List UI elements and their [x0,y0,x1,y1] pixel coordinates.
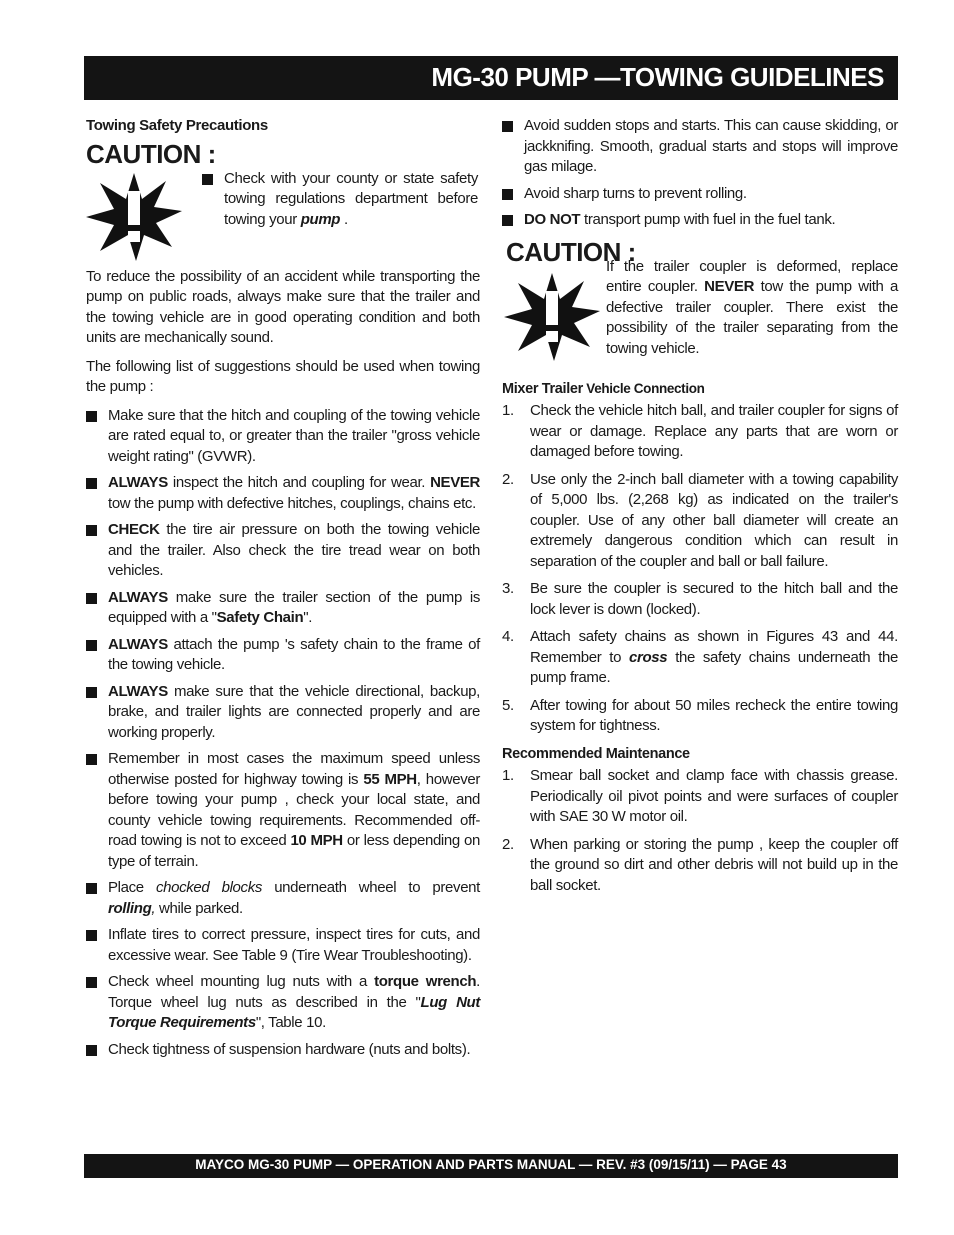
vehicle-connection-heading: Mixer Trailer Vehicle Connection [502,380,705,397]
bullet-square-icon [86,525,97,536]
bullet-square-icon [202,174,213,185]
caution-block-right [502,257,898,373]
bullet-square-icon [502,189,513,200]
bullet-square-icon [86,1045,97,1056]
list-item: DO NOT transport pump with fuel in the fuel tank. [502,210,898,231]
page-title: MG-30 PUMP —TOWING GUIDELINES [431,62,884,92]
list-item: Check tightness of suspension hardware (nuts and bolts). [86,1040,480,1061]
list-item: 2. Use only the 2-inch ball diameter with a towing capability of 5,000 lbs. (2,268 kg) as indicated on the trailer's coupler. Use of any other ball diameter will create an extremely dangerous condition which can result in separation of the coupler and ball or ball failure. [502,470,898,570]
bullet-square-icon [86,640,97,651]
list-item: Place chocked blocks underneath wheel to prevent rolling, while parked. [86,878,480,919]
list-intro: The following list of suggestions should be used when towing the pump : [86,357,480,395]
bullet-square-icon [502,215,513,226]
warning-burst-icon [502,271,602,363]
list-item: Remember in most cases the maximum speed unless otherwise posted for highway towing is 55 MPH, however before towing your pump , check your local state, and county vehicle towing requirements. Recommended off-road towing is not to exceed 10 MPH or less depending on type of terrain. [86,749,480,872]
list-item: ALWAYS make sure that the vehicle directional, backup, brake, and trailer lights are connected properly and are working properly. [86,682,480,744]
list-item: 4. Attach safety chains as shown in Figures 43 and 44. Remember to cross the safety chains underneath the pump frame. [502,628,898,686]
bullet-square-icon [86,883,97,894]
bullet-square-icon [86,930,97,941]
maintenance-heading: Recommended Maintenance [502,745,690,762]
caution-label-right: CAUTION : [506,236,636,267]
list-item: 2. When parking or storing the pump , keep the coupler off the ground so dirt and other debris will not build up in the ball socket. [502,835,898,894]
list-item: Make sure that the hitch and coupling of the towing vehicle are rated equal to, or greater than the trailer "gross vehicle weight rating" (GVWR). [86,406,480,468]
bullet-square-icon [86,754,97,765]
list-item: Avoid sharp turns to prevent rolling. [502,184,898,205]
header-bar [84,56,898,100]
footer-bar [84,1154,898,1178]
list-item: 1. Check the vehicle hitch ball, and trailer coupler for signs of wear or damage. Replace any parts that are worn or damaged before towing. [502,402,898,460]
bullet-square-icon [86,977,97,988]
precaution-list [86,406,480,1061]
list-item: 5. After towing for about 50 miles recheck the entire towing system for tightness. [502,696,898,734]
bullet-square-icon [86,478,97,489]
caution-item: Check with your county or state safety towing regulations department before towing your pump . [202,169,478,231]
bullet-square-icon [86,593,97,604]
list-item: CHECK the tire air pressure on both the towing vehicle and the trailer. Also check the tire tread wear on both vehicles. [86,520,480,582]
list-item: Inflate tires to correct pressure, inspect tires for cuts, and excessive wear. See Table 9 (Tire Wear Troubleshooting). [86,925,480,966]
list-item: ALWAYS inspect the hitch and coupling for wear. NEVER tow the pump with defective hitches, couplings, chains etc. [86,473,480,514]
towing-safety-heading: Towing Safety Precautions [86,117,268,134]
list-item: 3. Be sure the coupler is secured to the hitch ball and the lock lever is down (locked). [502,580,898,618]
left-column [86,116,480,1066]
connection-steps [502,401,898,737]
list-item: Check wheel mounting lug nuts with a torque wrench. Torque wheel lug nuts as described in the "Lug Nut Torque Requirements", Table 10. [86,972,480,1034]
footer-text: MAYCO MG-30 PUMP — OPERATION AND PARTS MANUAL — REV. #3 (09/15/11) — PAGE 43 [195,1157,787,1172]
list-item: Avoid sudden stops and starts. This can cause skidding, or jackknifing. Smooth, gradual starts and stops will improve gas milage. [502,116,898,178]
intro-paragraph: To reduce the possibility of an accident while transporting the pump on public roads, always make sure that the trailer and the towing vehicle are in good operating condition and both units are mechanically sound. [86,267,480,346]
bullet-square-icon [502,121,513,132]
list-item: ALWAYS attach the pump 's safety chain to the frame of the towing vehicle. [86,635,480,676]
caution-text: If the trailer coupler is deformed, replace entire coupler. NEVER tow the pump with a defective trailer coupler. There exist the possibility of the trailer separating from the towing vehicle. [606,257,898,357]
right-column [502,116,898,903]
list-item: ALWAYS make sure the trailer section of the pump is equipped with a "Safety Chain". [86,588,480,629]
list-item: 1. Smear ball socket and clamp face with chassis grease. Periodically oil pivot points and were surfaces of coupler with SAE 30 W motor oil. [502,767,898,825]
driving-tips-list [502,116,898,231]
maintenance-steps [502,766,898,896]
warning-burst-icon [84,171,184,263]
caution-label: CAUTION : [86,138,216,169]
caution-block-left [86,169,480,267]
bullet-square-icon [86,411,97,422]
bullet-square-icon [86,687,97,698]
